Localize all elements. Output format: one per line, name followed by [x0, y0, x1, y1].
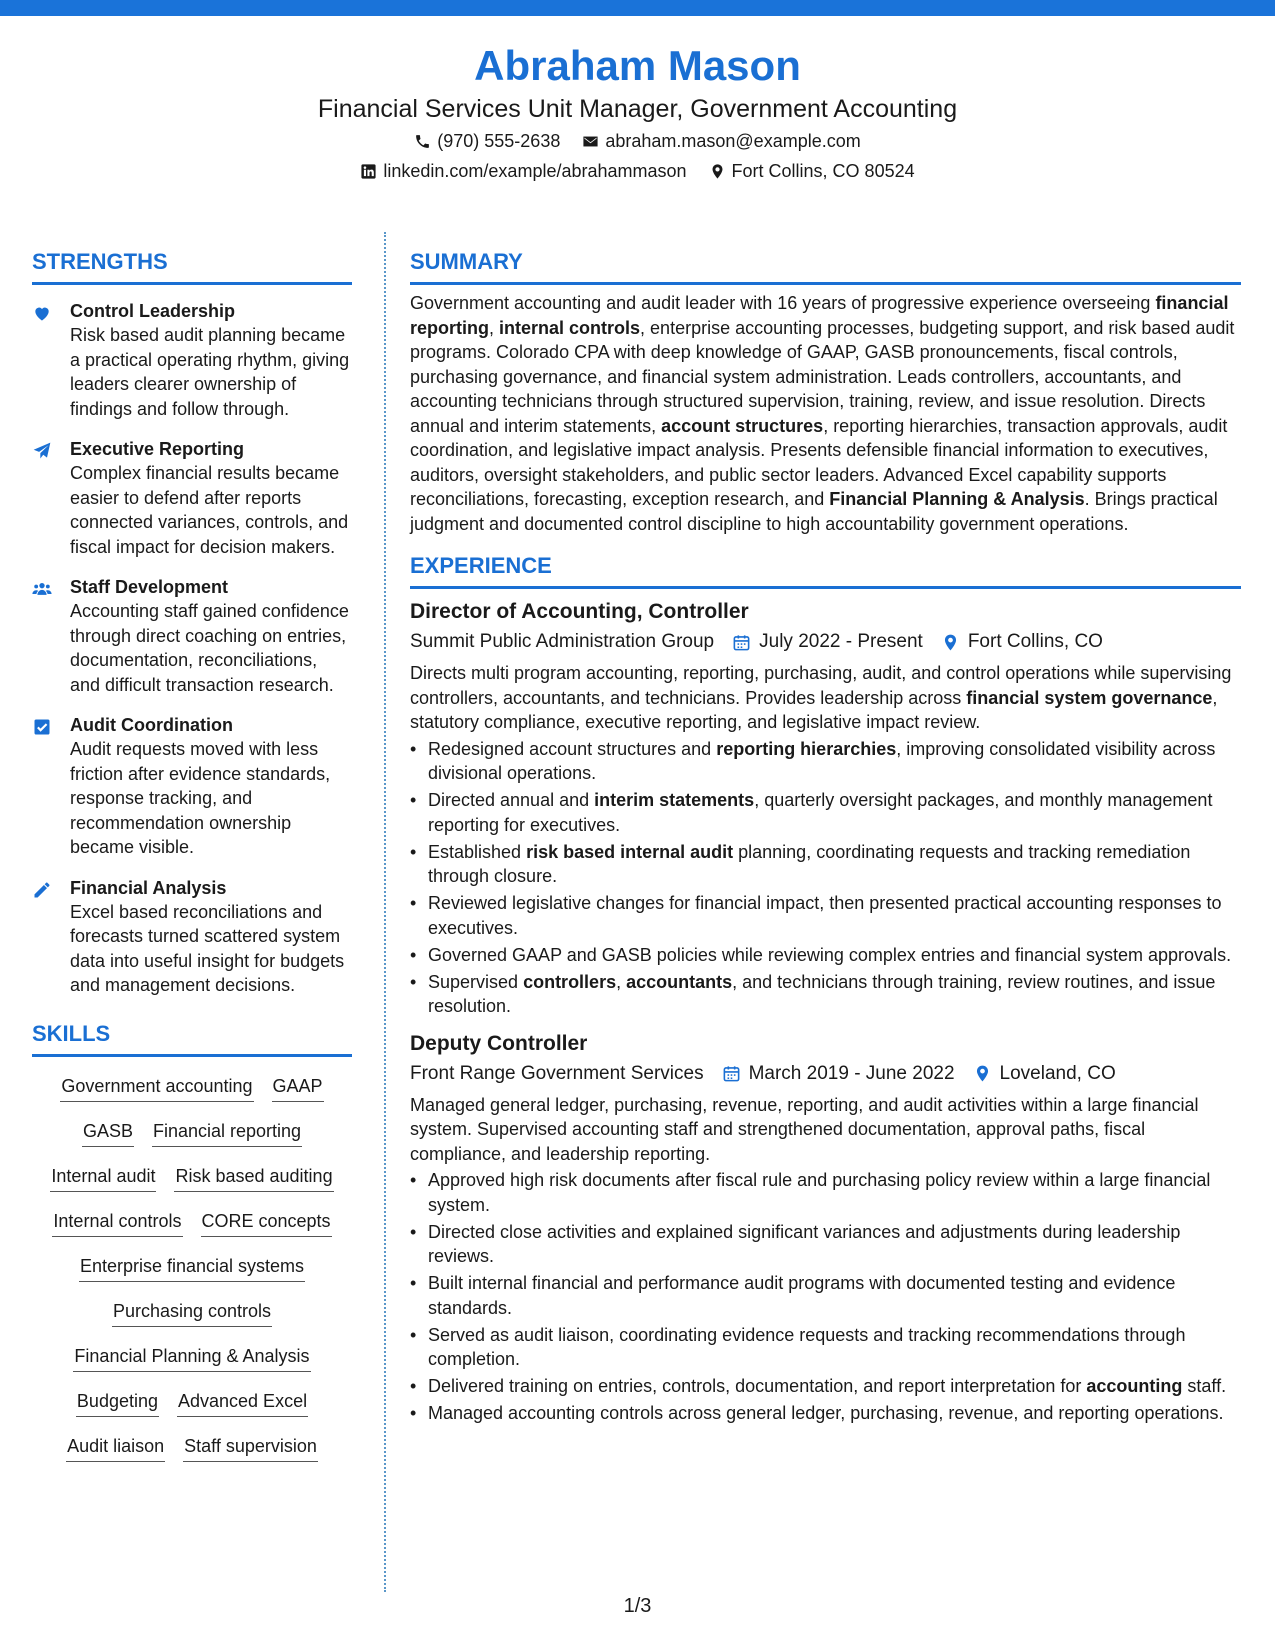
job-bullets	[410, 737, 1241, 1019]
resume-header	[0, 40, 1275, 186]
summary-segment: , reporting hierarchies, transaction approvals, audit coordination, and legislative impact analysis. Presents defensible financial information to executives, auditors, oversight stakeholders, and public sector leaders. Advanced Excel capability supports reconciliations, forecasting, exception research, and	[410, 415, 1228, 509]
skill-tag: GAAP	[272, 1073, 324, 1102]
linkedin-text[interactable]: linkedin.com/example/abrahammason	[383, 161, 687, 181]
bullet-segment: controllers	[523, 971, 617, 992]
job-description-segment: financial system governance	[966, 687, 1213, 708]
bullet-segment: Supervised	[428, 971, 524, 992]
summary-segment: account structures	[661, 415, 824, 436]
skill-tag: Staff supervision	[183, 1433, 318, 1462]
linkedin-icon	[360, 163, 377, 180]
bullet-item	[410, 891, 1241, 940]
bullet-item	[410, 1374, 1241, 1399]
strength-body	[70, 575, 352, 697]
job-bullets	[410, 1168, 1241, 1426]
location-contact	[709, 156, 915, 186]
strengths-heading: STRENGTHS	[32, 246, 352, 285]
strength-body	[70, 876, 352, 998]
job-location	[941, 627, 1103, 657]
strength-item	[32, 713, 352, 860]
job-meta	[410, 1059, 1241, 1089]
skill-row	[50, 1159, 333, 1204]
page-number: 1/3	[623, 1595, 652, 1617]
envelope-icon	[582, 133, 599, 150]
strength-body	[70, 299, 352, 421]
bullet-segment: , and technicians through training, review routines, and issue resolution.	[428, 971, 1216, 1016]
location-text: Fort Collins, CO 80524	[731, 161, 915, 181]
skill-tag: Internal controls	[52, 1208, 182, 1237]
skill-row	[73, 1339, 310, 1384]
bullet-segment: reporting hierarchies	[716, 738, 897, 759]
skill-tag: Risk based auditing	[174, 1163, 333, 1192]
strength-description: Accounting staff gained confidence through direct coaching on entries, documentation, reconciliations, and difficult transaction research.	[70, 601, 349, 695]
calendar-icon	[732, 633, 751, 652]
company-name: Summit Public Administration Group	[410, 631, 715, 652]
bullet-segment: planning, coordinating requests and tracking remediation through closure.	[428, 841, 1191, 886]
summary-heading: SUMMARY	[410, 246, 1241, 285]
skill-tag: Budgeting	[76, 1388, 159, 1417]
contact-row-2	[0, 156, 1275, 186]
job-location-text: Loveland, CO	[999, 1062, 1116, 1084]
skill-tag: Financial Planning & Analysis	[73, 1343, 310, 1372]
candidate-name: Abraham Mason	[474, 42, 801, 89]
job-dates	[722, 1059, 955, 1089]
bullet-item	[410, 1168, 1241, 1217]
skills-heading: SKILLS	[32, 1018, 352, 1057]
users-icon	[32, 575, 70, 697]
summary-segment: , enterprise accounting processes, budgeting support, and risk based audit programs. Colorado CPA with deep knowledge of GAAP, GASB pronouncements, fiscal controls, purchasing governance, and financial system administration. Leads controllers, accountants, and accounting technicians through structured supervision, training, review, and issue resolution. Directs annual and interim statements,	[410, 317, 1235, 436]
bullet-segment: Served as audit liaison, coordinating evidence requests and tracking recommendations through completion.	[428, 1324, 1186, 1369]
email-contact[interactable]	[582, 126, 860, 156]
strength-description: Complex financial results became easier to defend after reports connected variances, controls, and fiscal impact for decision makers.	[70, 463, 349, 557]
skill-tag: Government accounting	[60, 1073, 253, 1102]
strength-title: Staff Development	[70, 577, 229, 597]
bullet-segment: Directed annual and	[428, 790, 595, 810]
strength-body	[70, 437, 352, 559]
email-text[interactable]: abraham.mason@example.com	[605, 131, 861, 151]
bullet-segment: Directed close activities and explained significant variances and adjustments during leadership reviews.	[428, 1221, 1181, 1266]
bullet-item	[410, 788, 1241, 837]
job-dates-text: March 2019 - June 2022	[748, 1062, 955, 1084]
phone-contact	[414, 126, 560, 156]
strength-title: Control Leadership	[70, 301, 236, 321]
strength-item	[32, 299, 352, 421]
job-entry	[410, 1029, 1241, 1426]
paper-plane-icon	[32, 437, 70, 559]
strength-body	[70, 713, 352, 860]
company-name: Front Range Government Services	[410, 1062, 704, 1084]
job-description-segment: , statutory compliance, executive reporting, and legislative impact review.	[410, 687, 1218, 732]
skill-row	[52, 1204, 331, 1249]
strength-item	[32, 575, 352, 697]
skill-row	[76, 1384, 308, 1429]
skill-row	[60, 1069, 323, 1114]
job-description-segment: Managed general ledger, purchasing, revenue, reporting, and audit activities within a large financial system. Supervised accounting staff and strengthened documentation, approval paths, fiscal compliance, and leadership reporting.	[410, 1094, 1199, 1164]
skill-tag: Enterprise financial systems	[79, 1253, 305, 1282]
job-title: Director of Accounting, Controller	[410, 600, 749, 623]
bullet-segment: , improving consolidated visibility across divisional operations.	[428, 738, 1216, 783]
strengths-list	[32, 299, 352, 998]
map-pin-icon	[709, 163, 726, 180]
phone-text: (970) 555-2638	[437, 131, 561, 151]
job-location-text: Fort Collins, CO	[967, 631, 1103, 652]
job-description	[410, 1093, 1241, 1167]
summary-segment: . Brings practical judgment and documented control discipline to high accountability government operations.	[410, 489, 1218, 534]
strength-title: Executive Reporting	[70, 439, 245, 459]
strength-description: Audit requests moved with less friction after evidence standards, response tracking, and recommendation ownership became visible.	[70, 739, 331, 857]
bullet-item	[410, 1220, 1241, 1269]
summary-segment: ,	[489, 317, 500, 338]
experience-heading: EXPERIENCE	[410, 550, 1241, 589]
bullet-segment: ,	[616, 971, 627, 992]
summary-segment: financial reporting	[410, 293, 1229, 338]
experience-list	[410, 597, 1241, 1426]
skill-row	[82, 1114, 302, 1159]
skill-tag: CORE concepts	[201, 1208, 332, 1237]
phone-icon	[414, 133, 431, 150]
bullet-segment: Delivered training on entries, controls, documentation, and report interpretation for	[428, 1376, 1087, 1396]
bullet-item	[410, 1323, 1241, 1372]
bullet-segment: Built internal financial and performance audit programs with documented testing and evidence standards.	[428, 1273, 1176, 1318]
job-description	[410, 661, 1241, 735]
bullet-segment: risk based internal audit	[526, 841, 734, 862]
skill-tag: Internal audit	[50, 1163, 156, 1192]
linkedin-contact[interactable]	[360, 156, 686, 186]
bullet-item	[410, 840, 1241, 889]
summary-segment: Financial Planning & Analysis	[829, 489, 1085, 509]
skill-row	[79, 1249, 305, 1294]
bullet-item	[410, 970, 1241, 1019]
map-pin-icon	[973, 1064, 992, 1083]
job-title: Deputy Controller	[410, 1031, 588, 1055]
right-column	[410, 246, 1241, 1428]
candidate-role: Financial Services Unit Manager, Government Accounting	[317, 95, 958, 123]
strength-title: Audit Coordination	[70, 715, 233, 735]
bullet-segment: Established	[428, 841, 527, 862]
job-dates-text: July 2022 - Present	[759, 631, 923, 652]
pencil-icon	[32, 876, 70, 998]
bullet-item	[410, 1401, 1241, 1426]
calendar-icon	[722, 1064, 741, 1083]
bullet-segment: Reviewed legislative changes for financial impact, then presented practical accounting responses to executives.	[428, 893, 1222, 938]
summary-text	[410, 291, 1241, 536]
skill-row	[112, 1294, 272, 1339]
bullet-item	[410, 943, 1241, 968]
bullet-segment: , quarterly oversight packages, and monthly management reporting for executives.	[428, 790, 1213, 835]
job-entry	[410, 597, 1241, 1019]
column-divider	[384, 232, 386, 1592]
job-dates	[732, 627, 923, 657]
bullet-segment: accounting	[1086, 1376, 1183, 1396]
bullet-segment: Redesigned account structures and	[428, 738, 717, 759]
contact-row-1	[0, 126, 1275, 156]
bullet-segment: staff.	[1182, 1376, 1227, 1396]
heart-icon	[32, 299, 70, 421]
job-meta	[410, 627, 1241, 657]
bullet-segment: Managed accounting controls across general ledger, purchasing, revenue, and reporting operations.	[428, 1403, 1224, 1423]
bullet-segment: interim statements	[594, 790, 755, 810]
summary-segment: Government accounting and audit leader with 16 years of progressive experience overseeing	[410, 293, 1156, 313]
strength-title: Financial Analysis	[70, 877, 227, 898]
strength-description: Excel based reconciliations and forecasts turned scattered system data into useful insight for budgets and management decisions.	[70, 901, 345, 995]
skill-tag: Financial reporting	[152, 1118, 302, 1147]
bullet-segment: accountants	[626, 971, 733, 992]
bullet-item	[410, 737, 1241, 786]
strength-description: Risk based audit planning became a practical operating rhythm, giving leaders clearer ownership of findings and follow through.	[70, 325, 350, 419]
map-pin-icon	[941, 633, 960, 652]
top-accent-bar	[0, 0, 1275, 16]
strength-item	[32, 437, 352, 559]
left-column	[32, 246, 352, 1474]
job-location	[973, 1059, 1116, 1089]
skill-tag: Advanced Excel	[177, 1388, 308, 1417]
skill-tag: Purchasing controls	[112, 1298, 272, 1327]
strength-item	[32, 876, 352, 998]
bullet-segment: Approved high risk documents after fiscal rule and purchasing policy review within a large financial system.	[428, 1170, 1211, 1215]
skills-list	[32, 1069, 352, 1474]
bullet-item	[410, 1271, 1241, 1320]
skill-row	[66, 1429, 318, 1474]
skill-tag: GASB	[82, 1118, 134, 1147]
bullet-segment: Governed GAAP and GASB policies while reviewing complex entries and financial system approvals.	[428, 944, 1232, 965]
check-square-icon	[32, 713, 70, 860]
skill-tag: Audit liaison	[66, 1433, 165, 1462]
summary-segment: internal controls	[499, 317, 641, 338]
job-description-segment: Directs multi program accounting, reporting, purchasing, audit, and control operations while supervising controllers, accountants, and technicians. Provides leadership across	[410, 663, 1232, 708]
